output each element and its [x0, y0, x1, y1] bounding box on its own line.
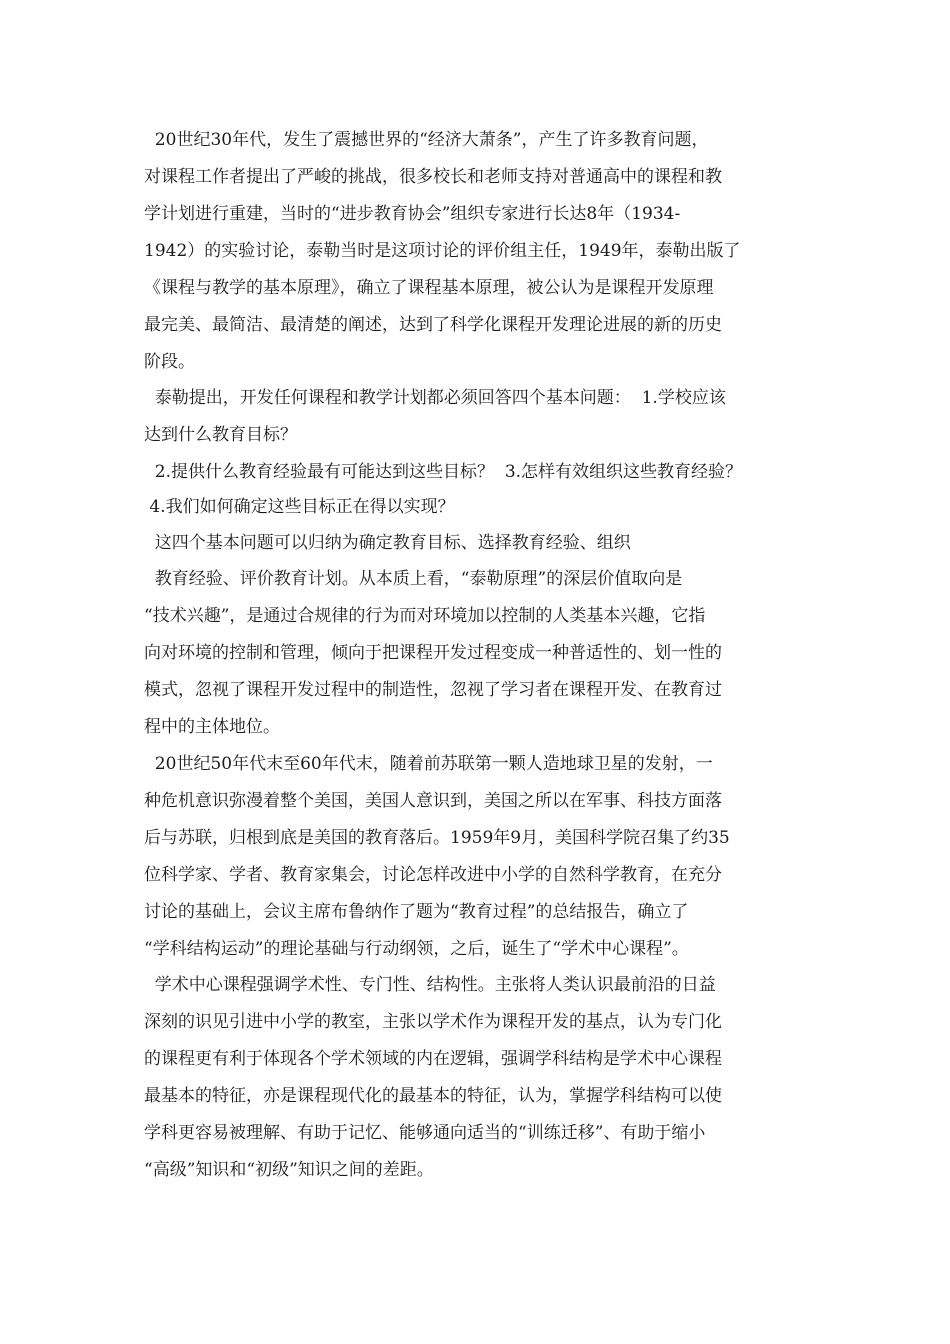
paragraph-line: 阶段。: [144, 352, 195, 372]
paragraph-line: 泰勒提出，开发任何课程和教学计划都必须回答四个基本问题： 1.学校应该: [144, 388, 726, 408]
paragraph-line: 模式，忽视了课程开发过程中的制造性，忽视了学习者在课程开发、在教育过: [144, 680, 722, 700]
paragraph-line: 教育经验、评价教育计划。从本质上看，“泰勒原理”的深层价值取向是: [144, 569, 683, 589]
paragraph-line: 达到什么教育目标？: [144, 425, 297, 445]
paragraph-line: 4.我们如何确定这些目标正在得以实现？: [144, 497, 455, 517]
paragraph-line: 对课程工作者提出了严峻的挑战，很多校长和老师支持对普通高中的课程和教: [144, 167, 722, 187]
paragraph-line: 后与苏联，归根到底是美国的教育落后。1959年9月，美国科学院召集了约35: [144, 828, 730, 848]
paragraph-line: 讨论的基础上，会议主席布鲁纳作了题为“教育过程”的总结报告，确立了: [144, 902, 689, 922]
paragraph-line: 种危机意识弥漫着整个美国，美国人意识到，美国之所以在军事、科技方面落: [144, 791, 722, 811]
paragraph-line: “学科结构运动”的理论基础与行动纲领，之后，诞生了“学术中心课程”。: [144, 939, 689, 959]
paragraph-line: 《课程与教学的基本原理》，确立了课程基本原理，被公认为是课程开发原理: [144, 278, 714, 298]
paragraph-line: 位科学家、学者、教育家集会，讨论怎样改进中小学的自然科学教育，在充分: [144, 865, 722, 885]
paragraph-line: 1942）的实验讨论，泰勒当时是这项讨论的评价组主任，1949年，泰勒出版了: [144, 241, 741, 261]
paragraph-line: 20世纪50年代末至60年代末，随着前苏联第一颗人造地球卫星的发射，一: [144, 754, 713, 774]
paragraph-line: 程中的主体地位。: [144, 717, 280, 737]
paragraph-line: 向对环境的控制和管理，倾向于把课程开发过程变成一种普适性的、划一性的: [144, 643, 722, 663]
paragraph-line: 最完美、最简洁、最清楚的阐述，达到了科学化课程开发理论进展的新的历史: [144, 315, 722, 335]
paragraph-line: 2.提供什么教育经验最有可能达到这些目标？ 3.怎样有效组织这些教育经验？: [144, 462, 743, 482]
paragraph-line: 20世纪30年代，发生了震撼世界的“经济大萧条”，产生了许多教育问题，: [144, 130, 709, 150]
paragraph-line: 这四个基本问题可以归纳为确定教育目标、选择教育经验、组织: [144, 533, 631, 553]
paragraph-line: “高级”知识和“初级”知识之间的差距。: [144, 1160, 434, 1180]
paragraph-line: 深刻的识见引进中小学的教室，主张以学术作为课程开发的基点，认为专门化: [144, 1012, 722, 1032]
paragraph-line: 学术中心课程强调学术性、专门性、结构性。主张将人类认识最前沿的日益: [144, 975, 716, 995]
paragraph-line: 最基本的特征，亦是课程现代化的最基本的特征，认为，掌握学科结构可以使: [144, 1086, 722, 1106]
paragraph-line: 的课程更有利于体现各个学术领域的内在逻辑，强调学科结构是学术中心课程: [144, 1049, 722, 1069]
paragraph-line: “技术兴趣”，是通过合规律的行为而对环境加以控制的人类基本兴趣，它指: [144, 606, 706, 626]
paragraph-line: 学计划进行重建，当时的“进步教育协会”组织专家进行长达8年（1934-: [144, 204, 681, 224]
paragraph-line: 学科更容易被理解、有助于记忆、能够通向适当的“训练迁移”、有助于缩小: [144, 1123, 706, 1143]
